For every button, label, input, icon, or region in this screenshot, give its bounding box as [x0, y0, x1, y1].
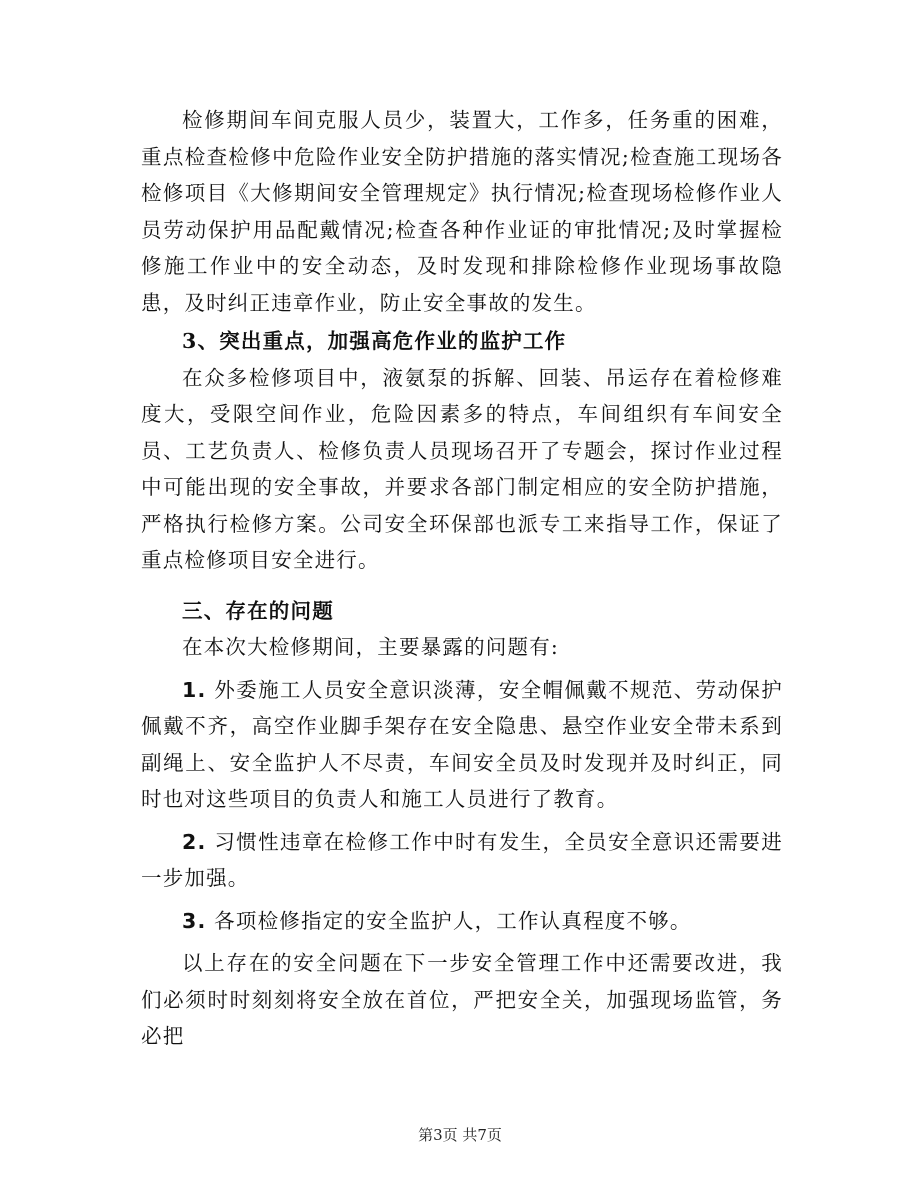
section-title-problems: 三、存在的问题 — [182, 598, 334, 623]
paragraph-inspection: 检修期间车间克服人员少，装置大，工作多，任务重的困难，重点检查检修中危险作业安全防护措施的落实情况;检查施工现场各检修项目《大修期间安全管理规定》执行情况;检查现场检修作业人员劳动保护用品配戴情况;检查各种作业证的审批情况;及时掌握检修施工作业中的安全动态，及时发现和排除检修作业现场事故隐患，及时纠正违章作业，防止安全事故的发生。 — [141, 108, 783, 315]
issue-number: 3. — [182, 908, 207, 933]
issue-text: 各项检修指定的安全监护人，工作认真程度不够。 — [214, 908, 692, 933]
issue-item-1 — [141, 672, 783, 818]
paragraph-ammonia-pump: 在众多检修项目中，液氨泵的拆解、回装、吊运存在着检修难度大，受限空间作业，危险因素多的特点，车间组织有车间安全员、工艺负责人、检修负责人员现场召开了专题会，探讨作业过程中可能出现的安全事故，并要求各部门制定相应的安全防护措施，严格执行检修方案。公司安全环保部也派专工来指导工作，保证了重点检修项目安全进行。 — [141, 365, 783, 572]
paragraph-problems-intro: 在本次大检修期间，主要暴露的问题有: — [182, 635, 560, 659]
issue-item-2 — [141, 824, 783, 897]
issue-text: 外委施工人员安全意识淡薄，安全帽佩戴不规范、劳动保护佩戴不齐，高空作业脚手架存在安全隐患、悬空作业安全带未系到副绳上、安全监护人不尽责，车间安全员及时发现并及时纠正，同时也对这些项目的负责人和施工人员进行了教育。 — [141, 677, 784, 811]
issue-item-3 — [141, 903, 783, 940]
issue-number: 2. — [182, 829, 207, 854]
heading-high-risk-supervision: 3、突出重点，加强高危作业的监护工作 — [182, 329, 567, 353]
document-body — [141, 102, 783, 1055]
issue-text: 习惯性违章在检修工作中时有发生，全员安全意识还需要进一步加强。 — [141, 829, 784, 890]
paragraph-closing: 以上存在的安全问题在下一步安全管理工作中还需要改进，我们必须时时刻刻将安全放在首位，严把安全关，加强现场监管，务必把 — [141, 951, 783, 1048]
page-number-footer: 第3页 共7页 — [418, 1126, 502, 1144]
issue-number: 1. — [182, 677, 207, 702]
